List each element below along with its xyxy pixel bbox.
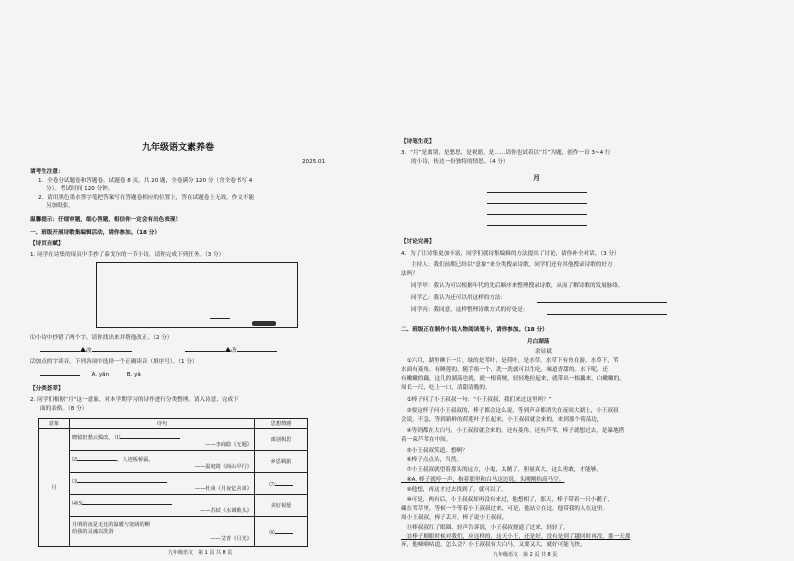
dialog-line: 主持人：我们前期已经以“意象”来分类搜录诗歌，同学们还有其他搜录诗歌的好方 <box>411 262 613 268</box>
story-paragraph: 弃，他嘀嘀咕道，怎么会？小王叔叔有大白马，又要又大，就好可能飞快。 <box>401 542 586 548</box>
question-4: 4．为了让诗集更加丰富，同学们就诗集编辑的方法提出了讨论，请你补全对话。（3 分） <box>401 251 620 257</box>
story-paragraph: ⑪棒叔叔红了眼圈，轻声告诉说，小王叔叔便通了过来，轻轻了。 <box>401 525 569 531</box>
question-2: 2. 同学们根据“月”这一意象，对本学期学习的诗作进行分类整理。请入诗意，完成下 <box>30 397 239 403</box>
question-1: 1. 同学在诗集的扉页中手抄了泰戈尔的一节小诗，请你完成下列任务。（3 分） <box>30 252 225 258</box>
table-row: 晓镜但愁云鬓改， ⑴ ——李商隐《无题》 <box>70 429 255 451</box>
image-cell: 月 <box>39 429 70 547</box>
story-paragraph: 着一束芦苇在中间。 <box>401 437 452 443</box>
options-1b: A. yǎn B. yǎ <box>40 369 141 379</box>
section-1-heading: 一、班级开展诗歌集编辑活动，请你参加。（18 分） <box>30 230 160 236</box>
emotion-cell: ⑺ <box>255 473 308 495</box>
pencil-icon <box>252 321 276 326</box>
exam-page-2 <box>397 0 794 561</box>
story-paragraph: ⑧A. 棒子就哼一声，指着那里和白马这边说，头刚刚抬高马空。 <box>401 477 565 483</box>
story-paragraph: ⑤小王叔叔笑道，想啊？ <box>401 448 468 454</box>
question-3: 3．“月”是离别，是愁思，是祝愿，是……请你也试着以“月”为题，创作一首 3~4 行 <box>401 150 611 156</box>
story-paragraph: 周小王叔叔，棒子丢开，棒子说小王叔叔。 <box>401 515 508 521</box>
dialog-line: 同学丙：我同意，这样整理诗歌方式的好处是： <box>411 307 529 313</box>
page-footer: 九年级语文 第 1 页 共 8 页 <box>168 550 233 556</box>
question-1b: ⑵加点的字读音，下列各项中选择一个正确读音（填序号）。（1 分） <box>30 359 198 365</box>
page-footer: 九年级语文 第 2 页 共 8 页 <box>493 552 558 558</box>
answer-line[interactable] <box>487 225 587 226</box>
notice-line: 1．全卷分试题卷和答题卷。试题卷 8 页，共 20 题，全卷满分 120 分（含全卷书写 4 <box>38 178 253 184</box>
story-paragraph: ⑩可是，两有后，小王叔叔却再没有来过，他想相了，那天，棒子带着一只小鹅子， <box>401 497 613 503</box>
question-2-cont: 面的表格。（8 分） <box>40 406 88 412</box>
fill-1a: 改 改 <box>40 345 277 355</box>
story-title: 月白湖荡 <box>527 339 550 345</box>
exam-date: 2025.01 <box>302 159 326 165</box>
answer-line[interactable] <box>487 192 587 193</box>
notice-line: 2．请用黑色墨水签字笔把答案写在答题卷相应的位置上，答在试题卷上无效，作文不能 <box>38 195 255 201</box>
story-paragraph: ③要这样子问小王叔叔的，棒子都会这么说，等到声音都消失在夜间大湖上，小王叔叔 <box>401 408 619 414</box>
notice-line: 分）。考试时间 120 分钟。 <box>46 186 114 192</box>
table-row: ⑵ ，人迹板桥霜。 ——温庭筠《商山早行》 <box>70 451 255 473</box>
poem-title: 月 <box>533 174 540 182</box>
story-paragraph: 周长一尺，吃上一口，清甜清脆的。 <box>401 385 491 391</box>
story-paragraph: 水面有菱角，有睡莲的，随手掐一个，洗一洗就可以生吃，味道香甜的。水下呢，还 <box>401 367 608 373</box>
story-paragraph: ⑦小王叔叔就望着那头的远方，小鬼，太精了，胆量真大，这么勇敢，才能够。 <box>401 467 602 473</box>
sub-heading-3: 【诗笔生花】 <box>401 139 435 145</box>
emotion-cell: 离别相思 <box>255 429 308 451</box>
tip: 温馨提示：仔细审题，细心答题，相信你一定会有出色表现！ <box>30 217 182 223</box>
sub-heading-2: 【分类荟萃】 <box>30 386 64 392</box>
answer-line[interactable] <box>547 314 667 315</box>
answer-line[interactable] <box>537 302 667 303</box>
notice-title: 请考生注意： <box>30 169 64 175</box>
table-row: ⑶ ——杜甫《月夜忆舍弟》 <box>70 473 255 495</box>
classification-table <box>38 418 308 547</box>
dialog-line: 同学甲：我认为可以根据年代的先后顺序来整理搜录诗歌，从而了解诗歌的发展脉络。 <box>411 283 624 289</box>
emotion-cell: 乡思羁旅 <box>255 451 308 473</box>
dialog-line: 同学乙：我认为还可以用这样的方法： <box>411 295 507 301</box>
story-paragraph: ②棒子问了小王叔叔一句：“小王叔叔，我们来过这里吗？” <box>401 397 552 403</box>
emotion-cell: 美好祝愿 <box>255 495 308 517</box>
question-3-cont: 的小诗，传达一份独特的情思。（4 分） <box>411 159 509 165</box>
sub-heading-1: 【诗页自赋】 <box>30 241 64 247</box>
exam-title: 九年级语文素养卷 <box>142 143 215 153</box>
table-row: ⑷⑸ ——苏轼《水调歌头》 <box>70 495 255 517</box>
table-row: 月明的夜是无比的温暖与宽阔的啊 给我的灵魂以洗浴 ——艾青《月光》 <box>70 517 255 547</box>
story-paragraph: 藏在苇草里，等候一个等着小王叔叔过来，可是，他站立在这，他带我的人在这里。 <box>401 506 608 512</box>
table-header: 思想情感 <box>255 419 308 429</box>
dialog-line: 法吗？ <box>401 271 418 277</box>
story-paragraph: ⑨他想，再这才过去找到了，就可以了。 <box>401 487 507 493</box>
answer-line[interactable] <box>487 214 587 215</box>
emotion-cell: ⑻ <box>255 517 308 547</box>
section-2-heading: 二、班级正在制作小说人物阅读笔卡，请你参加。（18 分） <box>401 327 548 333</box>
story-paragraph: ⑫棒子顺眼时候对我们，应这样的，这天小王，还是好。没有是到了越回时再没，那一天那 <box>401 534 631 540</box>
story-author: 余显斌 <box>535 349 552 355</box>
handwritten-poem-box <box>96 262 298 328</box>
table-header: 诗句 <box>70 419 255 429</box>
story-paragraph: 会说，不急，等到新鲜的荷莲叶子长起来，小王叔叔就会来的，来到那个荷荡边， <box>401 417 603 423</box>
notice-line: 另加纸张。 <box>46 203 74 209</box>
story-paragraph: ①六月，湖里睡下一片，绿的是苇叶，是荷叶，是水草。水草下有鱼在游。水草下，苇 <box>401 358 619 364</box>
answer-line[interactable] <box>487 203 587 204</box>
table-header: 意象 <box>39 419 70 429</box>
sub-heading-4: 【讨论完善】 <box>401 239 435 245</box>
poem-mark <box>210 318 230 319</box>
story-paragraph: ⑥棒子点点头，当然。 <box>401 457 462 463</box>
story-paragraph: ④等到都在大白马，小王叔叔就会来的，还有菱角，还有芦苇，棒子就想过去，是暴地搭 <box>401 428 625 434</box>
story-paragraph: 有嫩嫩的藕，这儿的湖荡也就，就一根荷梗，轻轻地拉起来，就带出一根藕来，白嫩嫩的， <box>401 376 625 382</box>
question-1a: ⑴小诗中抄错了两个字，请你找出来并帮他改正。（2 分） <box>30 335 173 341</box>
